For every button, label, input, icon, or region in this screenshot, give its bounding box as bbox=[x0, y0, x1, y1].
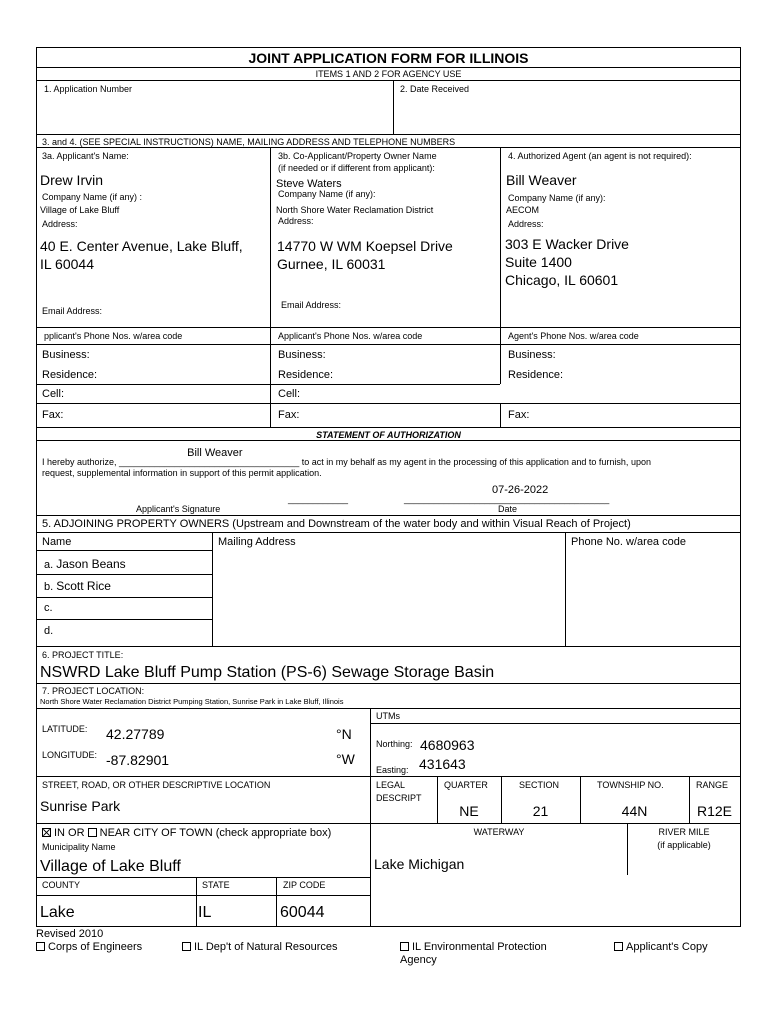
quarter-value[interactable]: NE bbox=[459, 803, 479, 819]
range-label: RANGE bbox=[696, 780, 729, 790]
agent-address-line3[interactable]: Chicago, IL 60601 bbox=[505, 272, 619, 288]
agent-address-label: Address: bbox=[508, 219, 544, 229]
agent-business-label[interactable]: Business: bbox=[508, 349, 556, 361]
agent-company-label: Company Name (if any): bbox=[508, 193, 606, 203]
adjoining-row-b[interactable] bbox=[44, 580, 111, 594]
adjoining-row-a[interactable] bbox=[44, 558, 126, 572]
state-value[interactable]: IL bbox=[198, 904, 212, 921]
project-title-label: 6. PROJECT TITLE: bbox=[42, 650, 124, 660]
applicant-business-label[interactable]: Business: bbox=[42, 349, 90, 361]
copy-corps bbox=[36, 941, 142, 954]
section-label: SECTION bbox=[519, 780, 560, 790]
zip-label: ZIP CODE bbox=[283, 880, 326, 890]
applicant-phone-heading: pplicant's Phone Nos. w/area code bbox=[44, 331, 183, 341]
county-value[interactable]: Lake bbox=[40, 904, 75, 921]
items-note: ITEMS 1 AND 2 FOR AGENCY USE bbox=[315, 69, 462, 79]
frame-left bbox=[36, 47, 37, 927]
quarter-label: QUARTER bbox=[444, 780, 488, 790]
adjoining-row-c[interactable] bbox=[44, 602, 53, 615]
coapplicant-fax-label[interactable]: Fax: bbox=[278, 409, 300, 421]
corps-checkbox[interactable] bbox=[36, 942, 45, 951]
authorized-agent-name[interactable]: Bill Weaver bbox=[187, 447, 243, 459]
agent-phone-heading: Agent's Phone Nos. w/area code bbox=[508, 331, 639, 341]
adjoining-heading: 5. ADJOINING PROPERTY OWNERS (Upstream and Downstream of the water body and within Visual Reach of Project) bbox=[42, 518, 631, 530]
date-blank: _________________________________________ bbox=[404, 494, 610, 504]
applicant-name[interactable]: Drew Irvin bbox=[40, 172, 104, 188]
revised-label: Revised 2010 bbox=[36, 928, 104, 940]
applicant-copy-checkbox[interactable] bbox=[614, 942, 623, 951]
in-or-near-row bbox=[42, 827, 331, 840]
easting-value[interactable]: 431643 bbox=[419, 756, 466, 772]
northing-value[interactable]: 4680963 bbox=[420, 737, 475, 753]
section34-label: 3. and 4. (SEE SPECIAL INSTRUCTIONS) NAME, MAILING ADDRESS AND TELEPHONE NUMBERS bbox=[42, 137, 456, 147]
adjoining-col-phone: Phone No. w/area code bbox=[571, 536, 686, 548]
authorization-text: I hereby authorize, ____________ Bill Weaver ________________________ to act in my behalf as my agent in the processing of this application and to furnish, upon bbox=[42, 447, 651, 467]
copy-corps-label: Corps of Engineers bbox=[48, 941, 143, 953]
coapplicant-heading: 3b. Co-Applicant/Property Owner Name bbox=[278, 151, 437, 161]
street-label: STREET, ROAD, OR OTHER DESCRIPTIVE LOCATION bbox=[42, 780, 271, 790]
applicant-cell-label[interactable]: Cell: bbox=[42, 388, 65, 400]
col-divider-1 bbox=[270, 147, 271, 427]
form-title: JOINT APPLICATION FORM FOR ILLINOIS bbox=[248, 50, 529, 66]
owner-name[interactable]: Jason Beans bbox=[56, 557, 126, 571]
copy-iepa-label-2: Agency bbox=[400, 954, 437, 966]
adjoining-row-d[interactable] bbox=[44, 625, 53, 638]
idnr-checkbox[interactable] bbox=[182, 942, 191, 951]
signature-label: Applicant's Signature bbox=[136, 504, 221, 514]
applicant-address-label: Address: bbox=[42, 219, 78, 229]
agent-company[interactable]: AECOM bbox=[506, 205, 540, 215]
latitude-label: LATITUDE: bbox=[42, 724, 88, 734]
date-received-label: 2. Date Received bbox=[400, 84, 470, 94]
coapplicant-address-label: Address: bbox=[278, 216, 314, 226]
coapplicant-business-label[interactable]: Business: bbox=[278, 349, 326, 361]
frame-top bbox=[36, 47, 740, 48]
in-city-checkbox[interactable] bbox=[42, 828, 51, 837]
date-label: Date bbox=[498, 504, 518, 514]
agent-residence-label[interactable]: Residence: bbox=[508, 369, 564, 381]
copy-idnr-label: IL Dep't of Natural Resources bbox=[194, 941, 338, 953]
project-title[interactable]: NSWRD Lake Bluff Pump Station (PS-6) Sewage Storage Basin bbox=[40, 664, 495, 681]
in-or-label: IN OR bbox=[54, 827, 85, 839]
applicant-address-line2[interactable]: IL 60044 bbox=[40, 256, 94, 272]
copy-iepa-label: IL Environmental Protection bbox=[412, 941, 547, 953]
river-mile-label: RIVER MILE bbox=[658, 827, 710, 837]
frame-right bbox=[740, 47, 741, 927]
authorization-heading: STATEMENT OF AUTHORIZATION bbox=[316, 430, 461, 440]
adjoining-col-name: Name bbox=[42, 536, 72, 548]
adjoining-col-address: Mailing Address bbox=[218, 536, 296, 548]
coapplicant-company-label: Company Name (if any): bbox=[278, 189, 376, 199]
coapplicant-phone-heading: Applicant's Phone Nos. w/area code bbox=[278, 331, 423, 341]
applicant-company-label: Company Name (if any) : bbox=[42, 192, 143, 202]
iepa-checkbox[interactable] bbox=[400, 942, 409, 951]
copy-idnr bbox=[182, 941, 338, 954]
northing-label: Northing: bbox=[376, 739, 413, 749]
owner-name[interactable]: Scott Rice bbox=[56, 579, 111, 593]
copy-applicant bbox=[614, 941, 708, 954]
longitude-unit: °W bbox=[336, 751, 355, 767]
county-label: COUNTY bbox=[42, 880, 80, 890]
coapplicant-name[interactable]: Steve Waters bbox=[276, 178, 342, 190]
agent-address-line2[interactable]: Suite 1400 bbox=[505, 254, 572, 270]
township-value[interactable]: 44N bbox=[621, 803, 648, 819]
municipality-label: Municipality Name bbox=[42, 842, 116, 852]
applicant-fax-label[interactable]: Fax: bbox=[42, 409, 64, 421]
applicant-residence-label[interactable]: Residence: bbox=[42, 369, 98, 381]
applicant-address-line1[interactable]: 40 E. Center Avenue, Lake Bluff, bbox=[40, 238, 243, 254]
latitude-value[interactable]: 42.27789 bbox=[106, 726, 165, 742]
coapplicant-residence-label[interactable]: Residence: bbox=[278, 369, 334, 381]
near-label: NEAR CITY OF TOWN (check appropriate box) bbox=[99, 827, 332, 839]
applicant-email-label: Email Address: bbox=[42, 306, 103, 316]
application-number-label: 1. Application Number bbox=[44, 84, 133, 94]
agent-heading: 4. Authorized Agent (an agent is not required): bbox=[508, 151, 692, 161]
authorization-text-line2: request, supplemental information in support of this permit application. bbox=[42, 468, 322, 478]
latitude-unit: °N bbox=[336, 726, 352, 742]
coapplicant-address-line2[interactable]: Gurnee, IL 60031 bbox=[277, 256, 386, 272]
waterway-value[interactable]: Lake Michigan bbox=[374, 856, 465, 872]
street-value[interactable]: Sunrise Park bbox=[40, 798, 121, 814]
waterway-label: WATERWAY bbox=[473, 827, 525, 837]
frame-bottom bbox=[36, 926, 741, 927]
section-value[interactable]: 21 bbox=[532, 803, 549, 819]
authorization-date[interactable]: 07-26-2022 bbox=[492, 484, 549, 496]
row-letter: d. bbox=[44, 625, 54, 637]
coapplicant-cell-label[interactable]: Cell: bbox=[278, 388, 301, 400]
applicant-heading: 3a. Applicant's Name: bbox=[42, 151, 129, 161]
coapplicant-email-label: Email Address: bbox=[281, 300, 342, 310]
near-city-checkbox[interactable] bbox=[88, 828, 97, 837]
agent-fax-label[interactable]: Fax: bbox=[508, 409, 530, 421]
signature-blank: ____________ bbox=[288, 494, 349, 504]
coapplicant-subheading: (if needed or if different from applicant): bbox=[278, 163, 435, 173]
zip-value[interactable]: 60044 bbox=[280, 904, 325, 921]
legal-label-2: DESCRIPT bbox=[376, 793, 422, 803]
longitude-value[interactable]: -87.82901 bbox=[106, 752, 170, 768]
range-value[interactable]: R12E bbox=[696, 803, 733, 819]
authorization-text-before: I hereby authorize, ____________ bbox=[42, 457, 180, 467]
agent-name[interactable]: Bill Weaver bbox=[506, 172, 577, 188]
copy-applicant-label: Applicant's Copy bbox=[626, 941, 708, 953]
state-label: STATE bbox=[202, 880, 230, 890]
municipality-value[interactable]: Village of Lake Bluff bbox=[40, 858, 181, 875]
applicant-company[interactable]: Village of Lake Bluff bbox=[40, 205, 120, 215]
easting-label: Easting: bbox=[376, 765, 409, 775]
legal-label-1: LEGAL bbox=[376, 780, 406, 790]
longitude-label: LONGITUDE: bbox=[42, 750, 98, 760]
copy-iepa bbox=[400, 941, 547, 954]
coapplicant-company[interactable]: North Shore Water Reclamation District bbox=[276, 205, 434, 215]
project-location[interactable]: North Shore Water Reclamation District Pumping Station, Sunrise Park in Lake Bluff, Illinois bbox=[40, 697, 344, 706]
coapplicant-address-line1[interactable]: 14770 W WM Koepsel Drive bbox=[277, 238, 453, 254]
township-label: TOWNSHIP NO. bbox=[597, 780, 664, 790]
authorization-text-after: ____________ to act in my behalf as my agent in the processing of this application and to furnish, upon bbox=[239, 457, 651, 467]
row-letter: c. bbox=[44, 602, 53, 614]
row-letter: a. bbox=[44, 559, 54, 571]
project-location-label: 7. PROJECT LOCATION: bbox=[42, 686, 145, 696]
row-letter: b. bbox=[44, 581, 54, 593]
river-mile-note: (if applicable) bbox=[657, 840, 711, 850]
utms-label: UTMs bbox=[376, 711, 400, 721]
agent-address-line1[interactable]: 303 E Wacker Drive bbox=[505, 236, 629, 252]
col-divider-2 bbox=[500, 147, 501, 384]
